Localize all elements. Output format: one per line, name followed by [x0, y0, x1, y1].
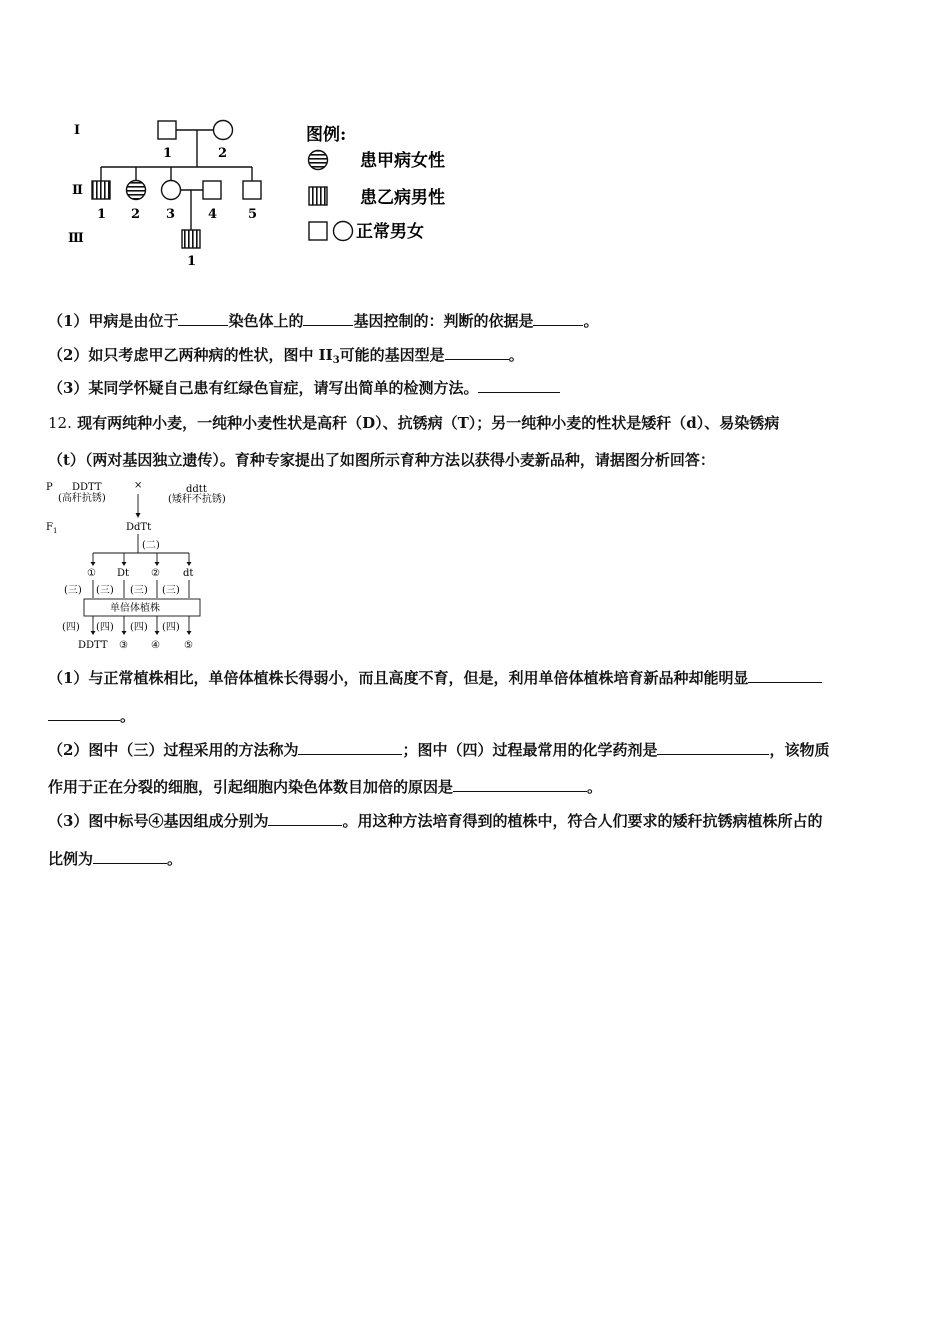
- id-I1: 1: [163, 146, 173, 161]
- legend-item-1: 患甲病女性: [360, 151, 445, 171]
- result-4: ⑤: [184, 640, 193, 651]
- q12-part3-line1: （3）图中标号④基因组成分别为 。用这种方法培育得到的植株中，符合人们要求的矮秆抗锈病植株所占的: [48, 812, 823, 830]
- step4-label-2: (四): [96, 622, 114, 633]
- q11-blank-5[interactable]: [478, 378, 560, 393]
- id-II4: 4: [208, 207, 218, 222]
- id-II2: 2: [131, 207, 141, 222]
- q12-blank-6[interactable]: [93, 849, 167, 864]
- legend-normal-male-symbol: [309, 222, 327, 240]
- diagram-f1: DdTt: [126, 522, 152, 533]
- legend-yi-male-symbol: [309, 187, 327, 205]
- id-II5: 5: [248, 207, 258, 222]
- individual-II1-affected-yi-male: [92, 181, 110, 199]
- breeding-diagram: [40, 478, 270, 653]
- gamete-1: ①: [87, 568, 96, 579]
- q12-intro-line1: 12. 现有两纯种小麦，一纯种小麦性状是高秆（D）、抗锈病（T）；另一纯种小麦的性状是矮秆（d）、易染锈病: [48, 414, 780, 432]
- diagram-p-label: P: [46, 482, 53, 493]
- q11-part2: （2）如只考虑甲乙两种病的性状，图中 $II_3$可能的基因型是 。: [48, 346, 524, 366]
- q12-part1-line2: 。: [48, 706, 135, 726]
- result-2: ③: [119, 640, 128, 651]
- individual-II4-normal-male: [203, 181, 221, 199]
- generation-label-1: Ⅰ: [74, 123, 81, 138]
- q12-intro-line2: （t）（两对基因独立遗传）。育种专家提出了如图所示育种方法以获得小麦新品种，请据图分析回答：: [48, 451, 715, 469]
- q12-part2-line1: （2）图中（三）过程采用的方法称为 ；图中（四）过程最常用的化学药剂是 ，该物质: [48, 741, 830, 759]
- q12-blank-3[interactable]: [657, 740, 769, 755]
- step3-label-1: (三): [64, 585, 82, 596]
- individual-II3-normal-female: [162, 181, 181, 200]
- pedigree-chart: [60, 110, 480, 270]
- q11-blank-4[interactable]: [445, 345, 509, 360]
- step4-label-3: (四): [130, 622, 148, 633]
- legend-jia-female-symbol: [309, 151, 328, 170]
- q12-number: 12.: [48, 414, 72, 432]
- diagram-step2: (二): [142, 540, 160, 551]
- gamete-2: Dt: [117, 568, 130, 579]
- q12-blank-5[interactable]: [268, 811, 342, 826]
- q11-blank-3[interactable]: [533, 311, 583, 326]
- q12-blank-1a[interactable]: [748, 668, 822, 683]
- legend-item-3: 正常男女: [356, 222, 424, 242]
- gamete-4: dt: [183, 568, 194, 579]
- generation-label-3: Ⅲ: [68, 231, 84, 246]
- legend-item-2: 患乙病男性: [360, 188, 445, 208]
- generation-label-2: Ⅱ: [72, 183, 83, 198]
- result-3: ④: [151, 640, 160, 651]
- diagram-cross: ×: [134, 480, 143, 491]
- individual-II2-affected-jia-female: [127, 181, 146, 200]
- haploid-label: 单倍体植株: [110, 603, 160, 614]
- q12-blank-4[interactable]: [453, 777, 587, 792]
- id-III1: 1: [187, 254, 197, 269]
- q12-part3-line2: 比例为 。: [48, 850, 183, 868]
- q12-blank-2[interactable]: [298, 740, 402, 755]
- result-1: DDTT: [78, 640, 108, 651]
- id-I2: 2: [218, 146, 228, 161]
- diagram-f1-label: $F_1$: [46, 522, 58, 535]
- q11-part3: （3）某同学怀疑自己患有红绿色盲症，请写出简单的检测方法。: [48, 378, 560, 398]
- individual-I1-normal-male: [158, 121, 176, 139]
- q12-part1-line1: （1）与正常植株相比，单倍体植株长得弱小，而且高度不育，但是，利用单倍体植株培育新品种却能明显: [48, 668, 822, 688]
- step4-label-1: (四): [62, 622, 80, 633]
- q12-part2-line2: 作用于正在分裂的细胞，引起细胞内染色体数目加倍的原因是 。: [48, 778, 603, 796]
- q11-part1: （1）甲病是由位于 染色体上的 基因控制的：判断的依据是 。: [48, 312, 599, 330]
- diagram-parent1: DDTT: [72, 482, 102, 493]
- diagram-parent1-note: (高秆抗锈): [58, 493, 106, 504]
- legend-title: 图例:: [306, 125, 347, 145]
- gamete-3: ②: [151, 568, 160, 579]
- id-II3: 3: [166, 207, 176, 222]
- id-II1: 1: [97, 207, 107, 222]
- diagram-parent2: ddtt: [186, 484, 207, 495]
- q11-blank-1[interactable]: [178, 311, 228, 326]
- step3-label-2: (三): [96, 585, 114, 596]
- step3-label-4: (三): [162, 585, 180, 596]
- legend-normal-female-symbol: [334, 222, 353, 241]
- individual-III1-affected-yi-male: [182, 230, 200, 248]
- step4-label-4: (四): [162, 622, 180, 633]
- individual-I2-normal-female: [214, 121, 233, 140]
- step3-label-3: (三): [130, 585, 148, 596]
- diagram-parent2-note: (矮秆不抗锈): [168, 494, 226, 505]
- individual-II5-normal-male: [243, 181, 261, 199]
- q11-blank-2[interactable]: [303, 311, 353, 326]
- q12-blank-1b[interactable]: [48, 706, 120, 721]
